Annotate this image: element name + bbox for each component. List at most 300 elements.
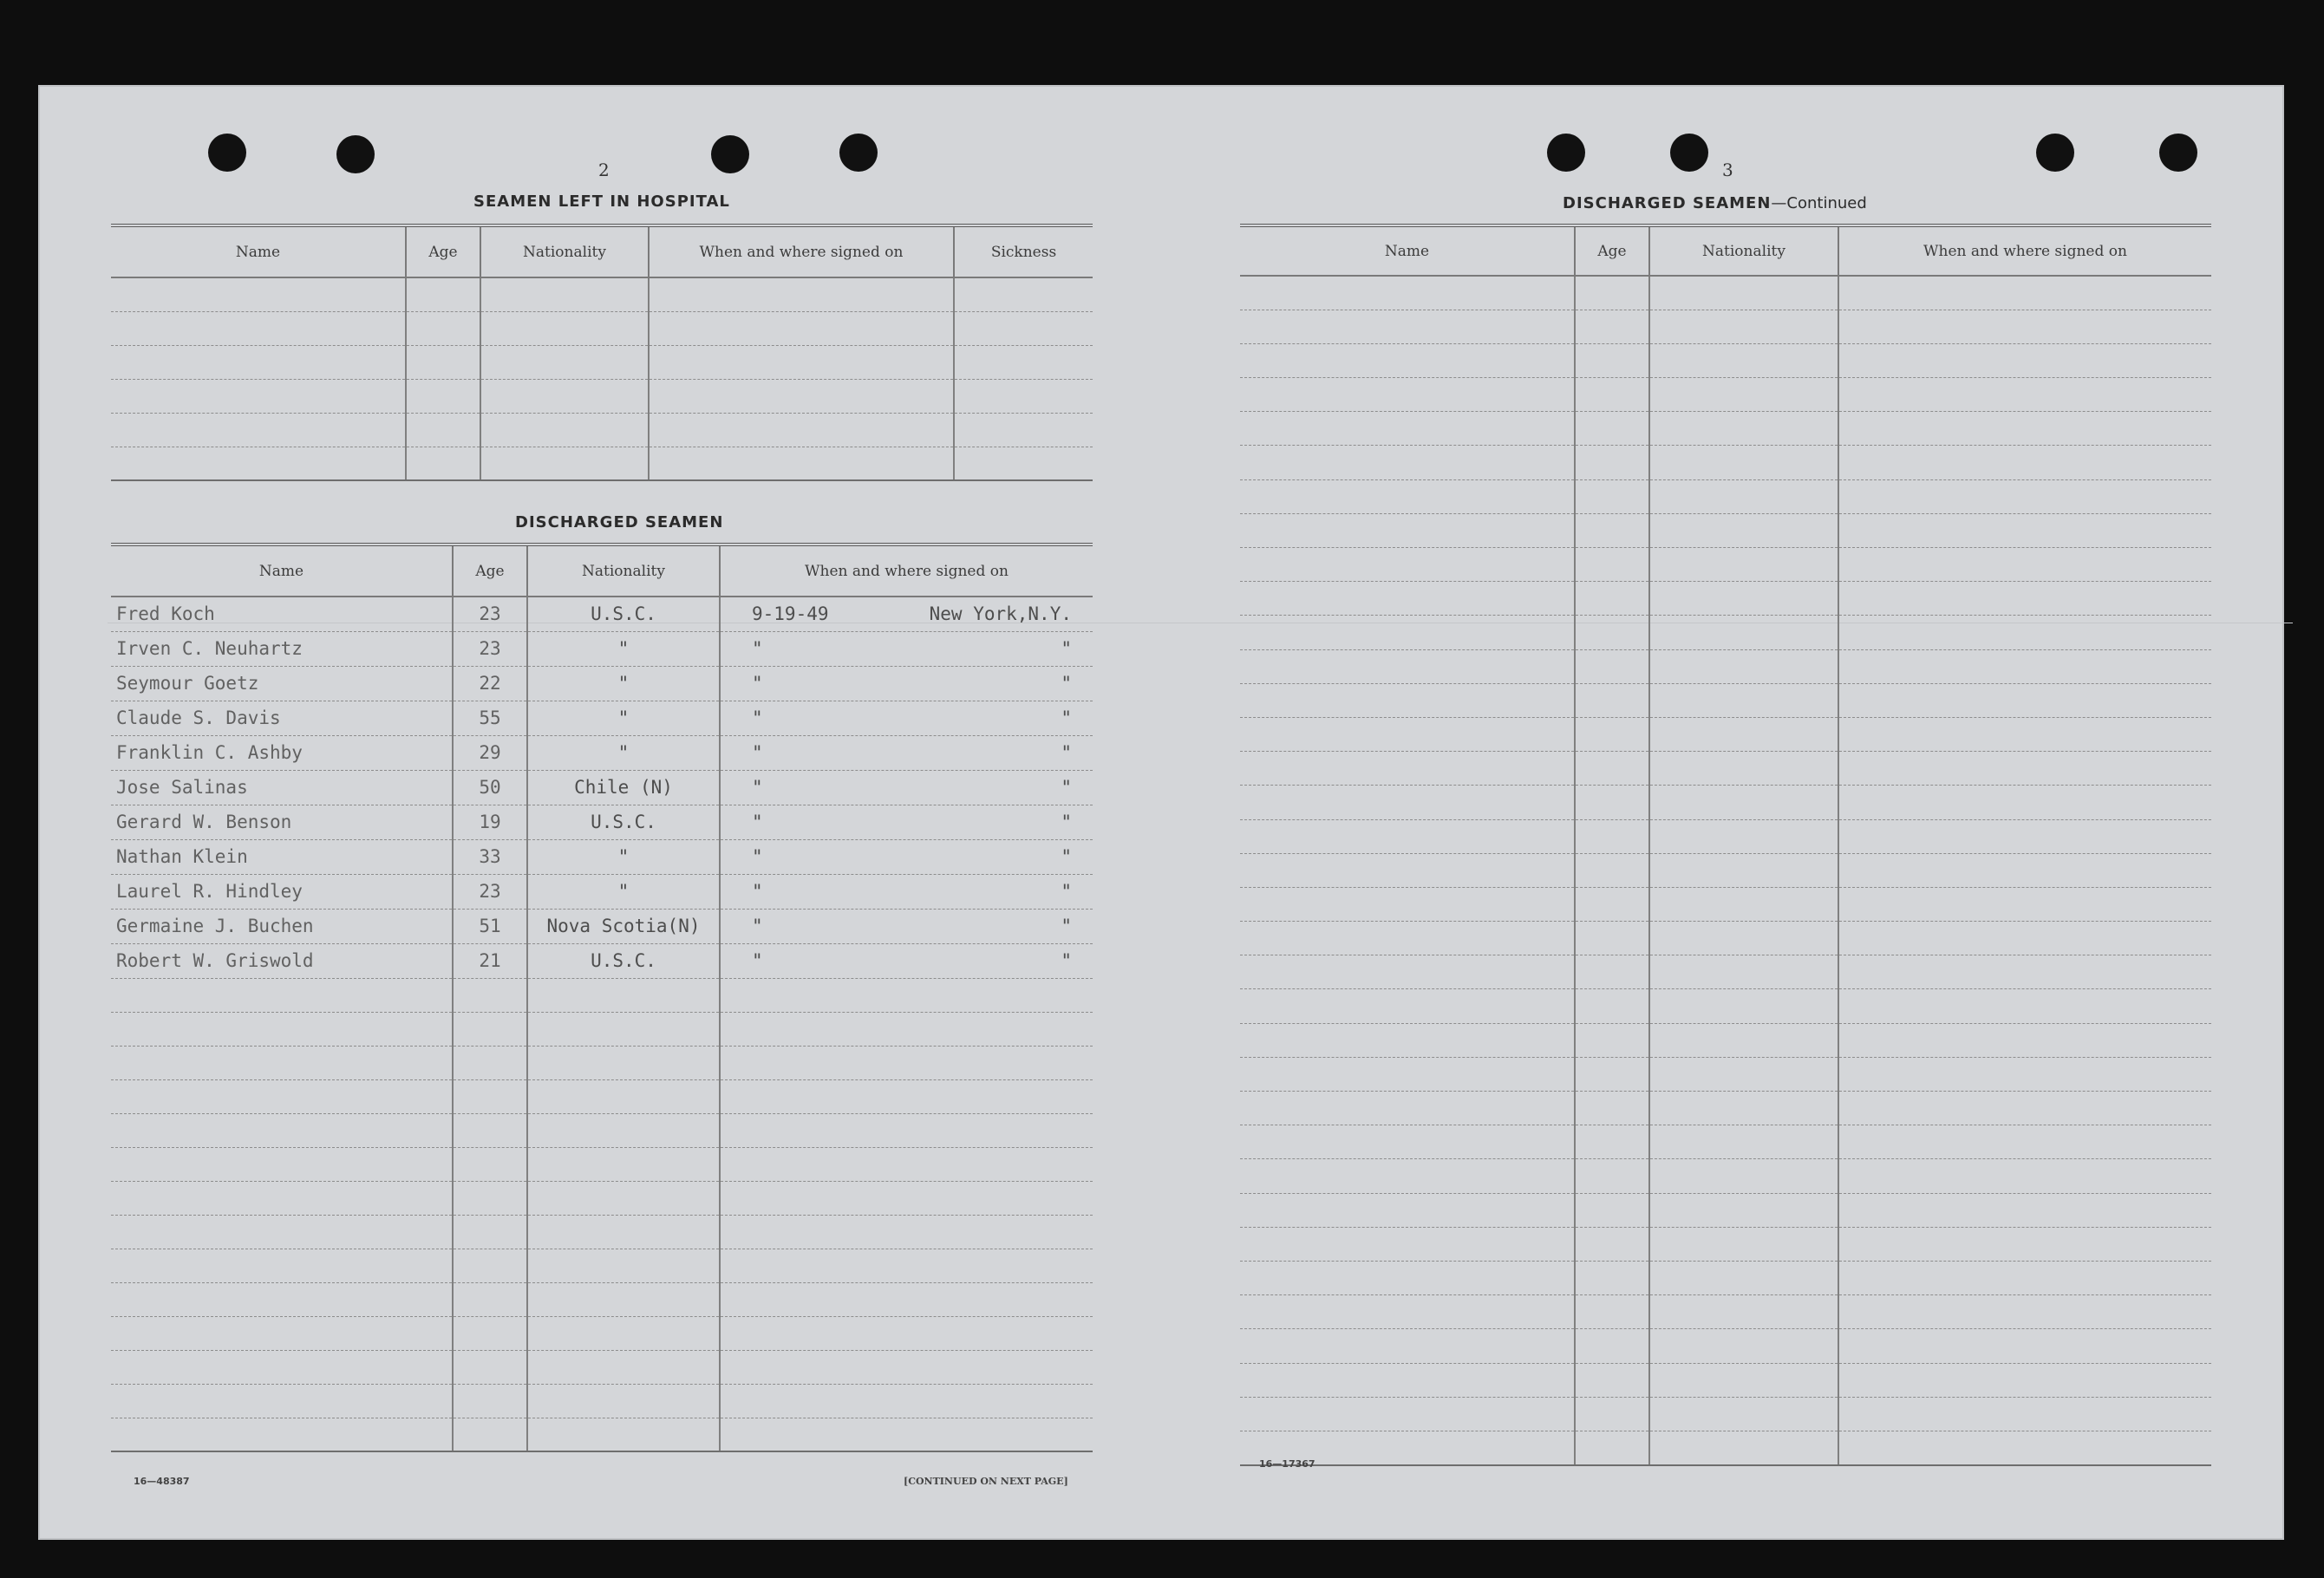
- table-cell: [1838, 513, 2211, 547]
- table-cell: [1240, 819, 1575, 853]
- table-cell: [1575, 1431, 1649, 1464]
- seaman-age: 55: [453, 701, 527, 735]
- table-row: [111, 311, 1093, 345]
- table-cell: [1575, 276, 1649, 310]
- table-cell: [1838, 887, 2211, 921]
- table-cell: [1240, 276, 1575, 310]
- table-cell: [1649, 649, 1838, 683]
- table-row: [111, 805, 1093, 839]
- table-row: [111, 1079, 1093, 1113]
- table-cell: [1649, 446, 1838, 479]
- table-cell: [1838, 1261, 2211, 1294]
- signed-on-place: ": [1061, 950, 1072, 971]
- table-cell: [1838, 819, 2211, 853]
- table-row: [111, 839, 1093, 874]
- discharged-table: [111, 543, 1093, 1452]
- table-cell: [1575, 955, 1649, 989]
- table-cell: [649, 447, 954, 480]
- table-cell: [1240, 343, 1575, 377]
- table-row: [111, 631, 1093, 666]
- table-cell: [1240, 786, 1575, 819]
- table-row: [1240, 310, 2211, 343]
- table-cell: [1240, 853, 1575, 887]
- table-cell: [111, 1113, 453, 1147]
- table-cell: [1575, 1125, 1649, 1159]
- table-cell: [954, 379, 1093, 413]
- heading-title: DISCHARGED SEAMEN: [1563, 194, 1772, 212]
- table-cell: [954, 345, 1093, 379]
- table-row: [1240, 717, 2211, 751]
- table-row: [1240, 1125, 2211, 1159]
- table-row: [111, 1282, 1093, 1316]
- table-cell: [453, 1012, 527, 1046]
- table-cell: [480, 447, 649, 480]
- table-cell: [1240, 310, 1575, 343]
- table-cell: [1838, 649, 2211, 683]
- table-row: [1240, 582, 2211, 616]
- table-cell: [720, 1249, 1093, 1282]
- seaman-nationality: ": [527, 874, 720, 909]
- col-age: Age: [1575, 225, 1649, 276]
- table-cell: [1575, 548, 1649, 582]
- table-cell: [1575, 446, 1649, 479]
- table-cell: [649, 345, 954, 379]
- table-cell: [720, 1384, 1093, 1418]
- page-number-right: 3: [1722, 160, 1733, 180]
- table-cell: [1649, 1159, 1838, 1193]
- table-cell: [1240, 955, 1575, 989]
- table-cell: [954, 447, 1093, 480]
- table-cell: [111, 311, 406, 345]
- form-number-right: 16—17367: [1259, 1458, 1315, 1470]
- signed-on-cell: [720, 770, 1093, 805]
- table-cell: [1575, 717, 1649, 751]
- table-cell: [1575, 310, 1649, 343]
- table-cell: [1240, 1227, 1575, 1261]
- punch-hole: [1547, 134, 1585, 172]
- table-cell: [1838, 752, 2211, 786]
- continued-note: [CONTINUED ON NEXT PAGE]: [904, 1476, 1068, 1487]
- table-cell: [111, 978, 453, 1012]
- table-cell: [406, 379, 480, 413]
- signed-on-place: ": [1061, 812, 1072, 832]
- discharged-continued-table: [1240, 224, 2211, 1466]
- table-cell: [1838, 1159, 2211, 1193]
- table-cell: [1838, 1227, 2211, 1261]
- table-row: [1240, 1159, 2211, 1193]
- signed-on-place: ": [1061, 916, 1072, 936]
- table-cell: [1649, 276, 1838, 310]
- table-cell: [527, 1079, 720, 1113]
- table-cell: [1649, 513, 1838, 547]
- table-cell: [480, 311, 649, 345]
- table-cell: [1575, 1023, 1649, 1057]
- signed-on-date: ": [752, 777, 763, 798]
- table-row: [1240, 1363, 2211, 1397]
- signed-on-place: ": [1061, 707, 1072, 728]
- table-row: [1240, 1295, 2211, 1329]
- table-cell: [480, 379, 649, 413]
- table-cell: [1575, 1261, 1649, 1294]
- table-cell: [1838, 343, 2211, 377]
- signed-on-date: ": [752, 916, 763, 936]
- table-cell: [527, 1147, 720, 1181]
- table-cell: [1838, 1057, 2211, 1091]
- table-cell: [1575, 1227, 1649, 1261]
- signed-on-date: 9-19-49: [752, 603, 829, 625]
- seaman-age: 22: [453, 666, 527, 701]
- table-cell: [1838, 1193, 2211, 1227]
- table-cell: [111, 1012, 453, 1046]
- table-cell: [1575, 1363, 1649, 1397]
- table-cell: [1649, 343, 1838, 377]
- signed-on-date: ": [752, 950, 763, 971]
- table-cell: [406, 447, 480, 480]
- signed-on-cell: [720, 631, 1093, 666]
- signed-on-cell: [720, 909, 1093, 943]
- table-cell: [1649, 752, 1838, 786]
- table-cell: [111, 1215, 453, 1249]
- table-cell: [1575, 582, 1649, 616]
- table-row: [1240, 1397, 2211, 1431]
- seaman-nationality: ": [527, 735, 720, 770]
- table-cell: [527, 1113, 720, 1147]
- table-cell: [1575, 1329, 1649, 1363]
- table-cell: [527, 1249, 720, 1282]
- table-cell: [1649, 955, 1838, 989]
- table-cell: [453, 978, 527, 1012]
- signed-on-date: ": [752, 742, 763, 763]
- col-name: Name: [1240, 225, 1575, 276]
- seaman-name: Jose Salinas: [111, 770, 453, 805]
- table-cell: [527, 1046, 720, 1079]
- table-row: [111, 874, 1093, 909]
- table-cell: [453, 1079, 527, 1113]
- table-cell: [1575, 1295, 1649, 1329]
- table-cell: [1838, 446, 2211, 479]
- table-cell: [1838, 616, 2211, 649]
- table-cell: [1649, 887, 1838, 921]
- seaman-name: Irven C. Neuhartz: [111, 631, 453, 666]
- hospital-table: [111, 224, 1093, 481]
- seaman-nationality: U.S.C.: [527, 597, 720, 631]
- table-cell: [453, 1215, 527, 1249]
- table-cell: [111, 277, 406, 311]
- table-cell: [453, 1181, 527, 1215]
- table-row: [111, 701, 1093, 735]
- col-age: Age: [406, 225, 480, 277]
- table-cell: [1838, 1329, 2211, 1363]
- table-row: [1240, 786, 2211, 819]
- table-row: [1240, 649, 2211, 683]
- table-cell: [1575, 1092, 1649, 1125]
- table-cell: [1240, 683, 1575, 717]
- table-row: [1240, 887, 2211, 921]
- discharged-heading: DISCHARGED SEAMEN: [515, 513, 724, 531]
- seaman-name: Franklin C. Ashby: [111, 735, 453, 770]
- table-cell: [1240, 1397, 1575, 1431]
- table-cell: [1838, 1023, 2211, 1057]
- signed-on-date: ": [752, 638, 763, 659]
- table-cell: [111, 1350, 453, 1384]
- table-row: [111, 1316, 1093, 1350]
- seaman-name: Germaine J. Buchen: [111, 909, 453, 943]
- table-cell: [1838, 1397, 2211, 1431]
- table-cell: [1649, 548, 1838, 582]
- table-row: [111, 1418, 1093, 1451]
- table-cell: [111, 1046, 453, 1079]
- col-signed-on: When and where signed on: [649, 225, 954, 277]
- seaman-nationality: U.S.C.: [527, 943, 720, 978]
- table-cell: [1649, 1125, 1838, 1159]
- signed-on-cell: [720, 701, 1093, 735]
- table-cell: [1838, 412, 2211, 446]
- table-row: [1240, 752, 2211, 786]
- table-row: [1240, 616, 2211, 649]
- seaman-nationality: U.S.C.: [527, 805, 720, 839]
- table-cell: [1838, 955, 2211, 989]
- table-cell: [1838, 479, 2211, 513]
- table-cell: [111, 1249, 453, 1282]
- table-cell: [1838, 717, 2211, 751]
- hospital-heading: SEAMEN LEFT IN HOSPITAL: [473, 192, 730, 211]
- signed-on-date: ": [752, 846, 763, 867]
- signed-on-place: New York,N.Y.: [929, 603, 1072, 625]
- table-cell: [1240, 412, 1575, 446]
- table-cell: [1575, 1397, 1649, 1431]
- table-cell: [1240, 717, 1575, 751]
- table-cell: [1240, 1092, 1575, 1125]
- table-row: [1240, 989, 2211, 1023]
- table-row: [111, 978, 1093, 1012]
- table-row: [111, 735, 1093, 770]
- table-row: [1240, 819, 2211, 853]
- table-row: [1240, 1092, 2211, 1125]
- table-cell: [406, 345, 480, 379]
- page-number-left: 2: [598, 160, 610, 180]
- table-cell: [1649, 717, 1838, 751]
- table-cell: [954, 277, 1093, 311]
- table-cell: [453, 1384, 527, 1418]
- table-cell: [649, 379, 954, 413]
- table-cell: [720, 1350, 1093, 1384]
- table-row: [1240, 853, 2211, 887]
- table-cell: [527, 1384, 720, 1418]
- table-cell: [1240, 1057, 1575, 1091]
- seaman-age: 50: [453, 770, 527, 805]
- punch-hole: [1670, 134, 1708, 172]
- table-row: [111, 345, 1093, 379]
- punch-hole: [336, 135, 375, 173]
- table-cell: [649, 311, 954, 345]
- table-cell: [1240, 1363, 1575, 1397]
- table-cell: [1838, 310, 2211, 343]
- seaman-nationality: ": [527, 701, 720, 735]
- table-cell: [1838, 922, 2211, 955]
- table-cell: [111, 1418, 453, 1451]
- table-row: [111, 666, 1093, 701]
- table-cell: [720, 1418, 1093, 1451]
- table-cell: [649, 277, 954, 311]
- table-cell: [1240, 1329, 1575, 1363]
- table-cell: [527, 1316, 720, 1350]
- log-sheet: [38, 85, 2284, 1540]
- table-cell: [1575, 1159, 1649, 1193]
- signed-on-cell: [720, 839, 1093, 874]
- table-row: [111, 943, 1093, 978]
- table-cell: [1240, 513, 1575, 547]
- table-row: [1240, 1057, 2211, 1091]
- seaman-name: Gerard W. Benson: [111, 805, 453, 839]
- table-cell: [527, 1418, 720, 1451]
- table-cell: [1240, 1159, 1575, 1193]
- seaman-age: 21: [453, 943, 527, 978]
- punch-hole: [711, 135, 749, 173]
- table-cell: [1240, 582, 1575, 616]
- signed-on-place: ": [1061, 742, 1072, 763]
- table-cell: [1575, 649, 1649, 683]
- table-row: [111, 379, 1093, 413]
- seaman-name: Robert W. Griswold: [111, 943, 453, 978]
- table-row: [1240, 922, 2211, 955]
- table-cell: [1649, 378, 1838, 412]
- table-cell: [1838, 1431, 2211, 1464]
- table-cell: [111, 413, 406, 447]
- table-row: [111, 447, 1093, 480]
- table-row: [111, 413, 1093, 447]
- table-cell: [720, 1012, 1093, 1046]
- table-row: [1240, 276, 2211, 310]
- table-cell: [453, 1113, 527, 1147]
- table-cell: [1240, 479, 1575, 513]
- table-row: [1240, 1329, 2211, 1363]
- table-cell: [1240, 378, 1575, 412]
- table-row: [111, 1147, 1093, 1181]
- table-row: [1240, 1193, 2211, 1227]
- table-cell: [111, 1316, 453, 1350]
- table-cell: [527, 1282, 720, 1316]
- table-cell: [111, 345, 406, 379]
- table-cell: [1838, 683, 2211, 717]
- signed-on-place: ": [1061, 673, 1072, 694]
- table-cell: [1649, 1397, 1838, 1431]
- table-cell: [954, 413, 1093, 447]
- table-row: [1240, 1023, 2211, 1057]
- table-cell: [1575, 616, 1649, 649]
- table-cell: [954, 311, 1093, 345]
- table-row: [1240, 1431, 2211, 1464]
- table-cell: [527, 1350, 720, 1384]
- table-cell: [720, 1079, 1093, 1113]
- table-cell: [527, 1012, 720, 1046]
- seaman-age: 23: [453, 597, 527, 631]
- signed-on-date: ": [752, 707, 763, 728]
- table-cell: [720, 1147, 1093, 1181]
- table-cell: [111, 379, 406, 413]
- table-cell: [1649, 819, 1838, 853]
- table-cell: [1240, 1023, 1575, 1057]
- table-cell: [1838, 1363, 2211, 1397]
- table-cell: [1649, 989, 1838, 1023]
- table-row: [1240, 683, 2211, 717]
- table-cell: [480, 413, 649, 447]
- table-cell: [453, 1350, 527, 1384]
- col-sickness: Sickness: [954, 225, 1093, 277]
- table-row: [1240, 548, 2211, 582]
- col-nationality: Nationality: [1649, 225, 1838, 276]
- signed-on-cell: [720, 735, 1093, 770]
- col-nationality: Nationality: [480, 225, 649, 277]
- table-cell: [406, 277, 480, 311]
- col-name: Name: [111, 544, 453, 597]
- table-cell: [1240, 616, 1575, 649]
- table-row: [1240, 446, 2211, 479]
- signed-on-date: ": [752, 673, 763, 694]
- seaman-age: 33: [453, 839, 527, 874]
- signed-on-date: ": [752, 812, 763, 832]
- seaman-age: 29: [453, 735, 527, 770]
- table-cell: [1649, 479, 1838, 513]
- signed-on-cell: [720, 874, 1093, 909]
- heading-suffix: —Continued: [1771, 194, 1867, 212]
- table-cell: [1649, 1363, 1838, 1397]
- table-cell: [1575, 752, 1649, 786]
- table-cell: [453, 1316, 527, 1350]
- seaman-name: Fred Koch: [111, 597, 453, 631]
- table-cell: [1575, 989, 1649, 1023]
- table-cell: [1649, 310, 1838, 343]
- table-cell: [1575, 922, 1649, 955]
- table-row: [111, 1012, 1093, 1046]
- table-cell: [453, 1147, 527, 1181]
- table-cell: [720, 1316, 1093, 1350]
- table-cell: [1649, 683, 1838, 717]
- table-row: [1240, 1261, 2211, 1294]
- table-cell: [111, 1181, 453, 1215]
- table-cell: [1838, 378, 2211, 412]
- table-cell: [1575, 683, 1649, 717]
- table-cell: [1240, 887, 1575, 921]
- table-cell: [480, 277, 649, 311]
- table-cell: [649, 413, 954, 447]
- seaman-age: 23: [453, 874, 527, 909]
- table-cell: [111, 1079, 453, 1113]
- table-row: [111, 1350, 1093, 1384]
- table-cell: [111, 1147, 453, 1181]
- seaman-nationality: Chile (N): [527, 770, 720, 805]
- table-row: [1240, 955, 2211, 989]
- table-cell: [1649, 1057, 1838, 1091]
- punch-hole: [208, 134, 246, 172]
- table-cell: [1575, 412, 1649, 446]
- table-cell: [1240, 1261, 1575, 1294]
- table-cell: [1240, 1125, 1575, 1159]
- table-cell: [1575, 786, 1649, 819]
- form-number-left: 16—48387: [134, 1476, 190, 1487]
- seaman-nationality: ": [527, 631, 720, 666]
- table-cell: [1240, 1295, 1575, 1329]
- table-row: [111, 1181, 1093, 1215]
- table-row: [1240, 1227, 2211, 1261]
- table-cell: [1649, 786, 1838, 819]
- table-cell: [1575, 479, 1649, 513]
- seaman-nationality: Nova Scotia(N): [527, 909, 720, 943]
- table-cell: [453, 1418, 527, 1451]
- table-cell: [1240, 989, 1575, 1023]
- table-row: [111, 1113, 1093, 1147]
- signed-on-place: ": [1061, 638, 1072, 659]
- table-cell: [720, 978, 1093, 1012]
